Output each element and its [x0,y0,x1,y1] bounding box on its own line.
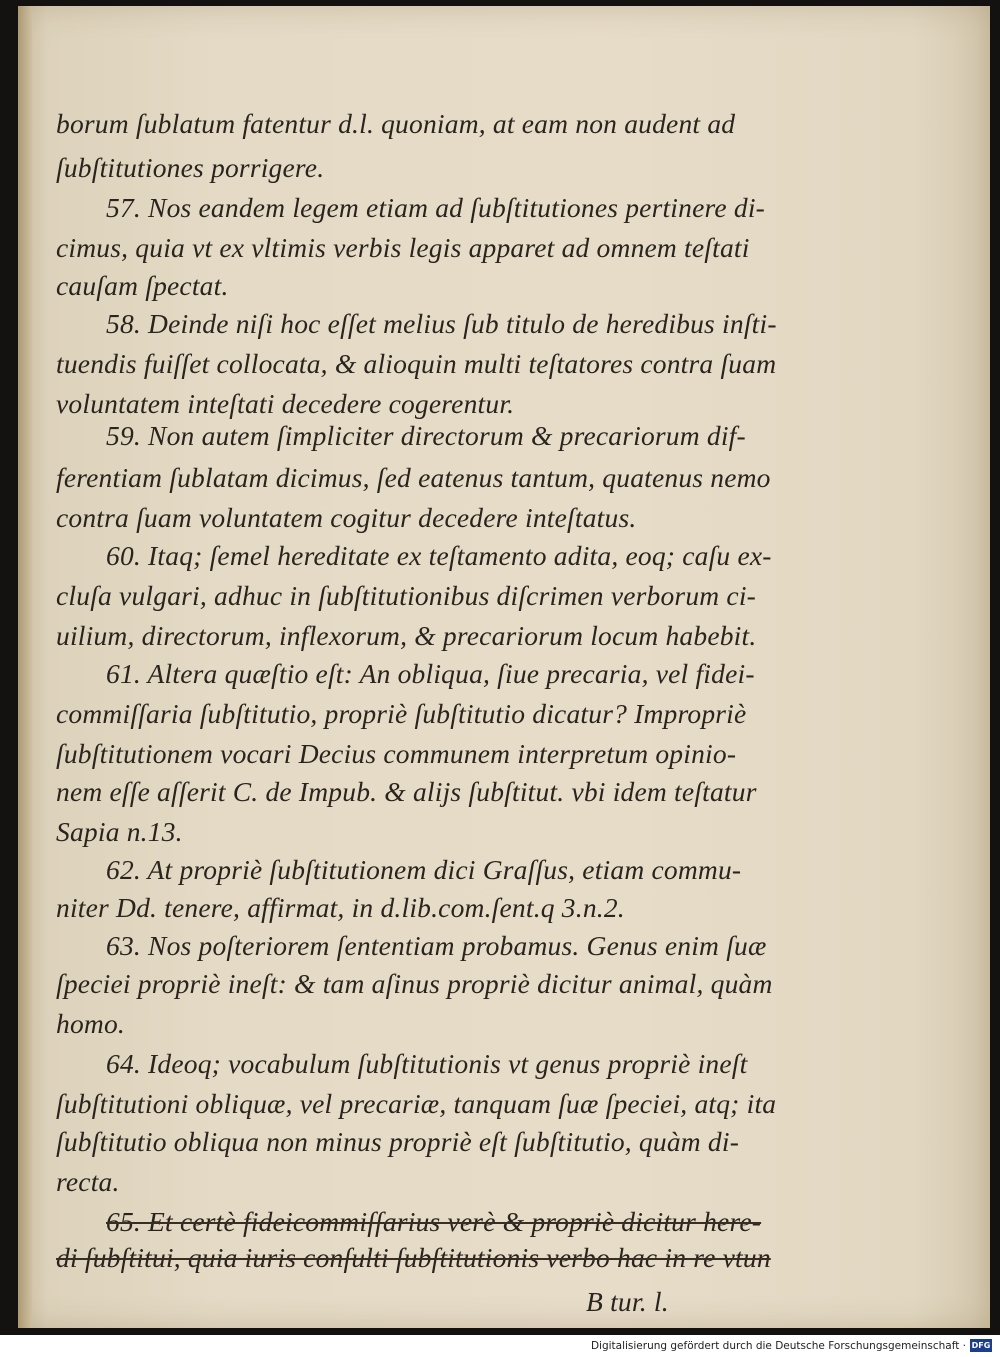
text-line: ſubſtitutioni obliquæ, vel precariæ, tanquam ſuæ ſpeciei, atq; ita [56,1088,777,1119]
book-page [18,6,990,1328]
text-line: niter Dd. tenere, affirmat, in d.lib.com.ſent.q 3.n.2. [56,892,625,923]
text-line: 61. Altera quæſtio eſt: An obliqua, ſiue precaria, vel fidei- [106,658,755,689]
text-line: cimus, quia vt ex vltimis verbis legis apparet ad omnem teſtati [56,232,750,263]
text-line: ſpeciei propriè ineſt: & tam aſinus propriè dicitur animal, quàm [56,968,773,999]
dfg-logo: DFG [971,1341,991,1350]
text-line: contra ſuam voluntatem cogitur decedere inteſtatus. [56,502,637,533]
text-line: voluntatem inteſtati decedere cogerentur. [56,388,515,419]
page-gutter [18,6,32,1328]
text-line: ſubſtitutionem vocari Decius communem interpretum opinio- [56,738,737,769]
text-line: 57. Nos eandem legem etiam ad ſubſtitutiones pertinere di- [106,192,766,223]
text-line: ſubſtitutiones porrigere. [56,152,325,183]
text-line: ſubſtitutio obliqua non minus propriè eſt ſubſtitutio, quàm di- [56,1126,740,1157]
text-line: homo. [56,1008,125,1039]
text-line: uilium, directorum, inflexorum, & precariorum locum habebit. [56,620,757,651]
text-line: 58. Deinde niſi hoc eſſet melius ſub titulo de heredibus inſti- [106,308,777,339]
text-line: tuendis fuiſſet collocata, & alioquin multi teſtatores contra ſuam [56,348,777,379]
text-line: di ſubſtitui, quia iuris conſulti ſubſtitutionis verbo hac in re vtun [56,1242,771,1273]
text-line: cluſa vulgari, adhuc in ſubſtitutionibus diſcrimen verborum ci- [56,580,757,611]
text-line: ferentiam ſublatam dicimus, ſed eatenus tantum, quatenus nemo [56,462,771,493]
text-line: cauſam ſpectat. [56,270,229,301]
text-line: borum ſublatum fatentur d.l. quoniam, at eam non audent ad [56,108,736,139]
text-line: commiſſaria ſubſtitutio, propriè ſubſtitutio dicatur? Impropriè [56,698,747,729]
text-line: 59. Non autem ſimpliciter directorum & precariorum dif- [106,420,746,451]
footer [0,1335,1000,1357]
text-line: recta. [56,1166,120,1197]
text-line: 63. Nos poſteriorem ſententiam probamus. Genus enim ſuæ [106,930,767,961]
text-line: 60. Itaq; ſemel hereditate ex teſtamento adita, eoq; caſu ex- [106,540,772,571]
text-line: nem eſſe aſſerit C. de Impub. & alijs ſubſtitut. vbi idem teſtatur [56,776,757,807]
text-line: 64. Ideoq; vocabulum ſubſtitutionis vt genus propriè ineſt [106,1048,748,1079]
text-line: 65. Et certè fideicommiſſarius verè & propriè dicitur here- [106,1206,762,1237]
text-line: 62. At propriè ſubſtitutionem dici Graſſus, etiam commu- [106,854,742,885]
text-line: Sapia n.13. [56,816,183,847]
footer-credit: Digitalisierung gefördert durch die Deutsche Forschungsgemeinschaft · [590,1340,966,1352]
text-line: B tur. l. [586,1286,669,1317]
